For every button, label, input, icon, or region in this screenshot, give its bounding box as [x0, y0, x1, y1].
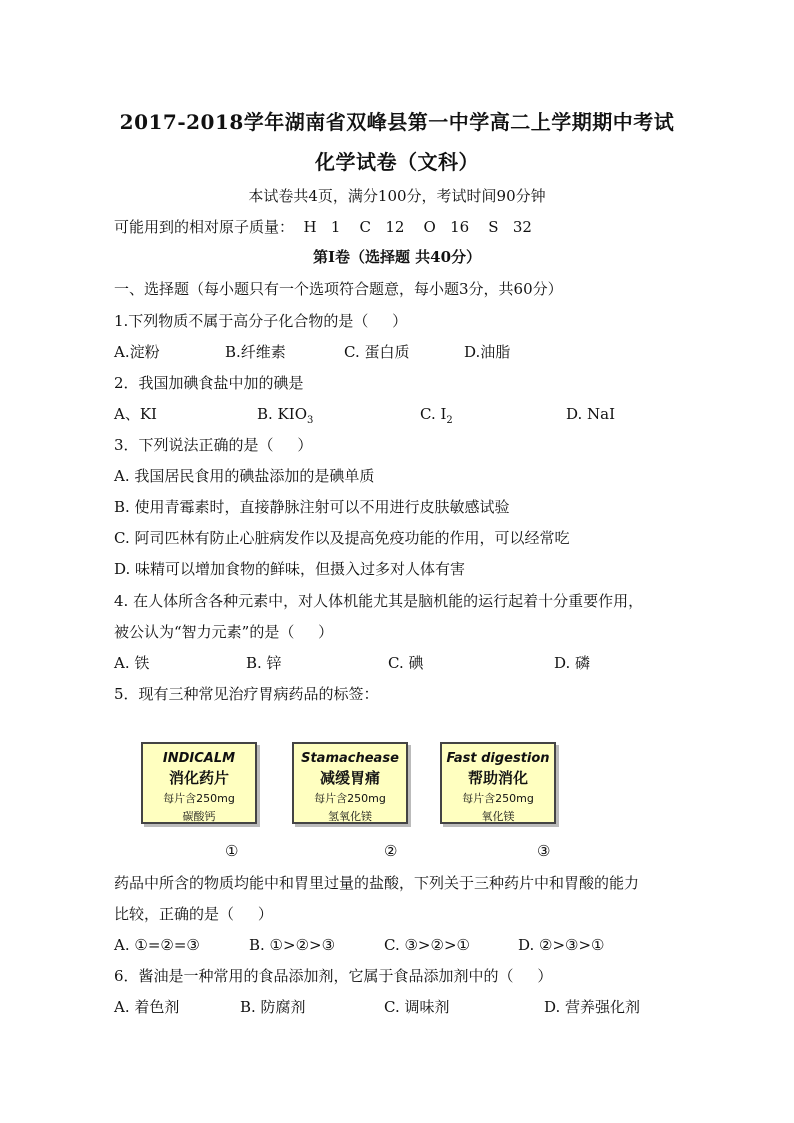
q4-stem-line1: 4. 在人体所含各种元素中，对人体机能尤其是脑机能的运行起着十分重要作用， [114, 592, 644, 610]
atomic-mass-line: 可能用到的相对原子质量： H 1 C 12 O 16 S 32 [114, 218, 532, 236]
q6-option-b: B. 防腐剂 [240, 998, 306, 1016]
q6-option-d: D. 营养强化剂 [544, 998, 641, 1016]
q2-stem: 2．我国加碘食盐中加的碘是 [114, 374, 304, 392]
q1-option-c: C. 蛋白质 [344, 343, 410, 361]
q4-option-c: C. 碘 [388, 654, 424, 672]
q2-option-b-text: B. KIO [257, 405, 307, 423]
exam-subtitle: 化学试卷（文科） [315, 150, 479, 174]
q1-option-d: D.油脂 [464, 343, 511, 361]
label-dose: 每片含250mg [462, 792, 534, 805]
q3-option-c: C. 阿司匹林有防止心脏病发作以及提高免疫功能的作用，可以经常吃 [114, 529, 570, 547]
q6-option-c: C. 调味剂 [384, 998, 450, 1016]
q2-option-d: D. NaI [566, 405, 616, 423]
q3-option-d: D. 味精可以增加食物的鲜味，但摄入过多对人体有害 [114, 560, 466, 578]
q6-option-a: A. 着色剂 [114, 998, 180, 1016]
q5-stem: 5．现有三种常见治疗胃病药品的标签： [114, 685, 379, 703]
label-name: 帮助消化 [467, 769, 528, 787]
medicine-label-1 [141, 742, 257, 824]
label-brand: Stamachease [301, 751, 399, 766]
label-dose: 每片含250mg [163, 792, 235, 805]
q2-option-b-sub: 3 [307, 415, 314, 426]
medicine-label-2 [292, 742, 408, 824]
label-ingredient: 碳酸钙 [182, 810, 216, 823]
section-intro: 一、选择题（每小题只有一个选项符合题意，每小题3分，共60分） [114, 280, 563, 298]
q4-option-d: D. 磷 [554, 654, 591, 672]
label-number-2: ② [384, 842, 398, 860]
q4-option-a: A. 铁 [114, 654, 150, 672]
q5-option-a: A. ①=②=③ [114, 936, 200, 954]
q5-option-b: B. ①>②>③ [249, 936, 336, 954]
label-brand: Fast digestion [446, 751, 550, 766]
q3-option-a: A. 我国居民食用的碘盐添加的是碘单质 [114, 467, 375, 485]
q5-option-c: C. ③>②>① [384, 936, 470, 954]
label-number-3: ③ [537, 842, 551, 860]
exam-title: 2017-2018学年湖南省双峰县第一中学高二上学期期中考试 [119, 110, 675, 134]
label-brand: INDICALM [162, 751, 236, 766]
medicine-label-3 [440, 742, 556, 824]
q1-option-a: A.淀粉 [114, 343, 160, 361]
label-name: 减缓胃痛 [319, 769, 380, 787]
q5-stem-line2: 药品中所含的物质均能中和胃里过量的盐酸，下列关于三种药片中和胃酸的能力 [114, 874, 640, 892]
section-title: 第Ⅰ卷（选择题 共40分） [312, 248, 482, 266]
q2-option-b [257, 404, 313, 431]
q5-stem-line3: 比较，正确的是（ ） [114, 905, 273, 923]
q2-option-a: A、KI [114, 405, 157, 423]
q6-stem: 6．酱油是一种常用的食品添加剂，它属于食品添加剂中的（ ） [114, 967, 553, 985]
q3-stem: 3．下列说法正确的是（ ） [114, 436, 313, 454]
label-ingredient: 氢氧化镁 [328, 810, 372, 823]
q4-option-b: B. 锌 [246, 654, 282, 672]
q4-stem-line2: 被公认为“智力元素”的是（ ） [114, 623, 334, 641]
label-name: 消化药片 [168, 769, 229, 787]
q1-option-b: B.纤维素 [225, 343, 286, 361]
q2-option-c-text: C. I [420, 405, 447, 423]
label-ingredient: 氧化镁 [481, 810, 515, 823]
label-number-1: ① [225, 842, 239, 860]
q3-option-b: B. 使用青霉素时，直接静脉注射可以不用进行皮肤敏感试验 [114, 498, 510, 516]
q2-option-c-sub: 2 [446, 415, 453, 426]
exam-info: 本试卷共4页，满分100分，考试时间90分钟 [248, 187, 546, 205]
label-dose: 每片含250mg [314, 792, 386, 805]
q1-stem: 1.下列物质不属于高分子化合物的是（ ） [114, 312, 408, 330]
q2-option-c [420, 404, 453, 431]
q5-option-d: D. ②>③>① [518, 936, 605, 954]
